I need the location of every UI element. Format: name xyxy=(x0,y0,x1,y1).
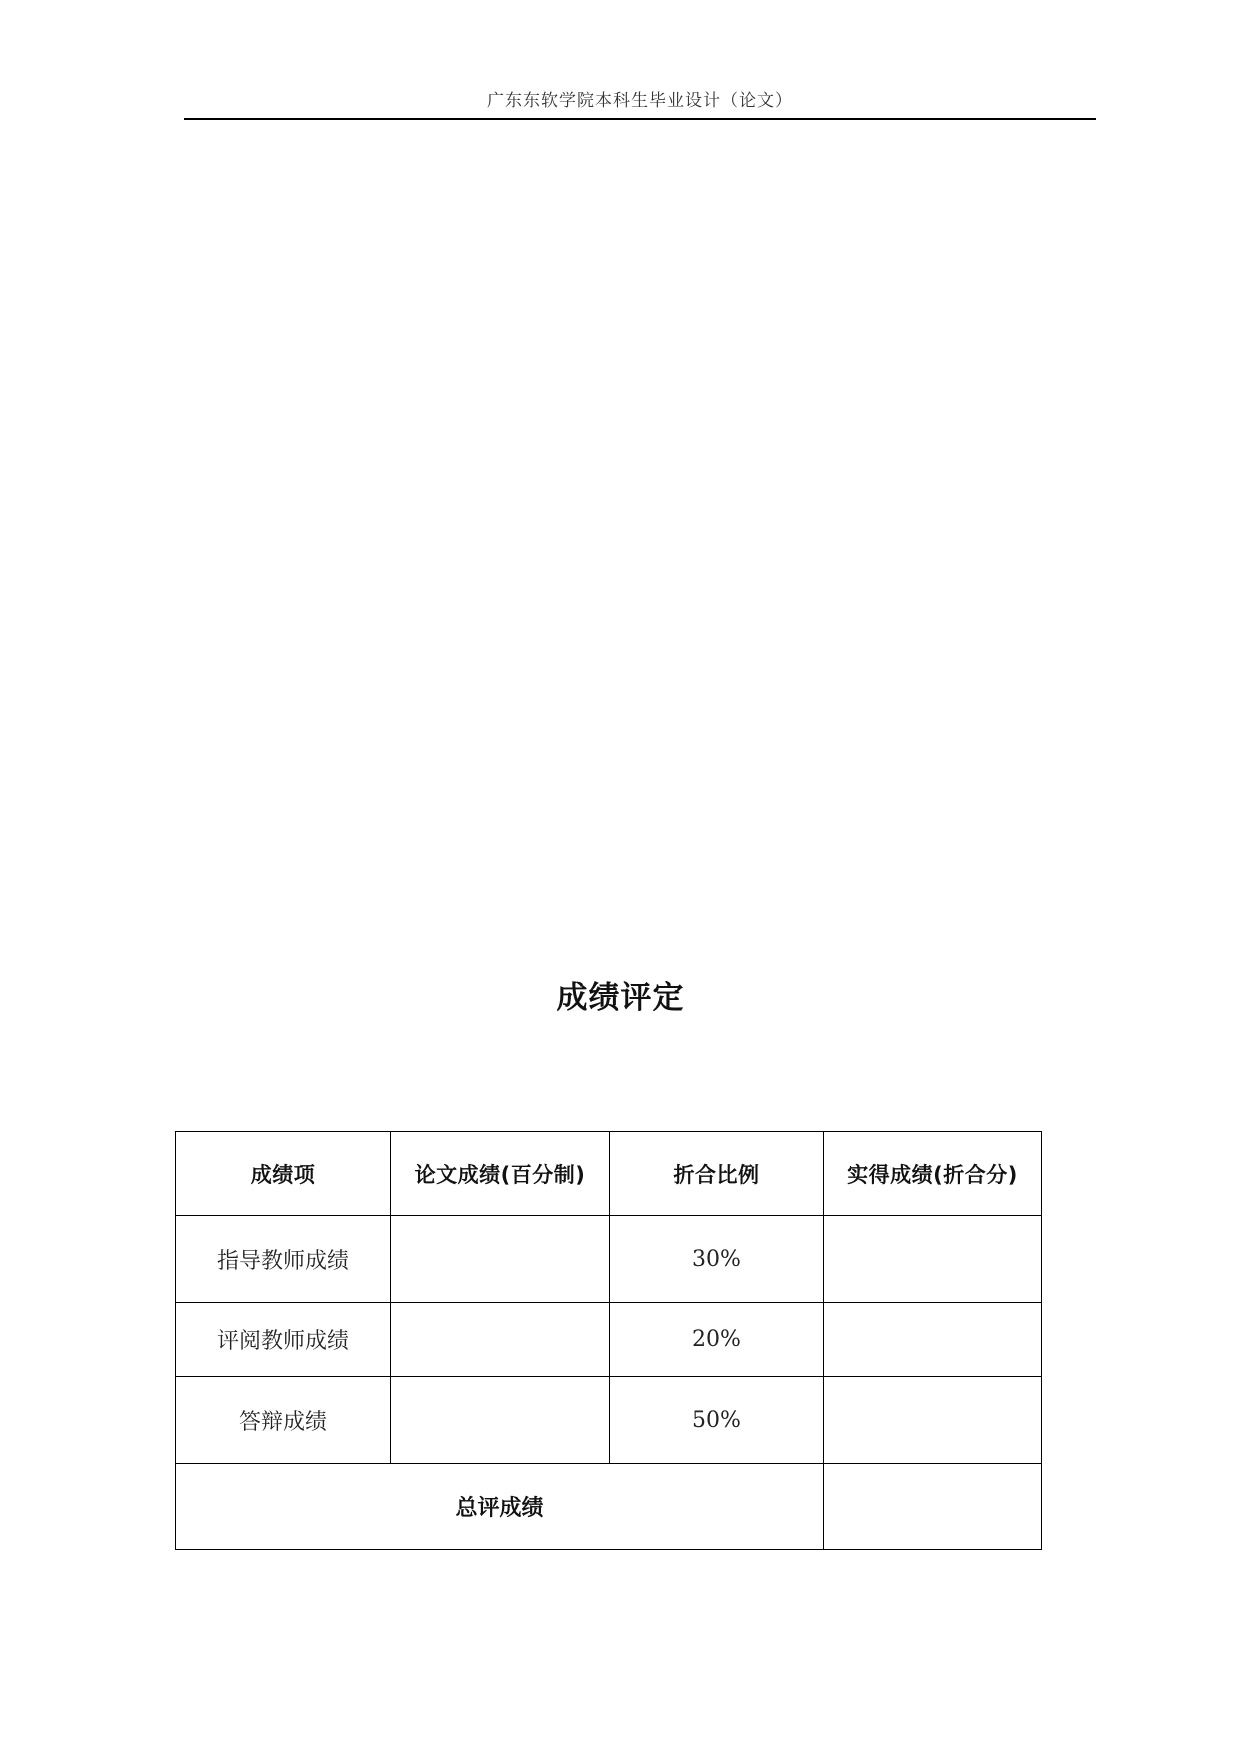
total-row xyxy=(176,1464,1042,1550)
total-label: 总评成绩 xyxy=(176,1464,824,1550)
ratio-cell: 30% xyxy=(610,1216,824,1303)
table-row xyxy=(176,1303,1042,1377)
row-item-label: 答辩成绩 xyxy=(176,1377,391,1464)
score-cell xyxy=(391,1377,610,1464)
table-header-row xyxy=(176,1132,1042,1216)
column-header-weighted: 实得成绩(折合分) xyxy=(824,1132,1042,1216)
total-score-cell xyxy=(824,1464,1042,1550)
weighted-score-cell xyxy=(824,1377,1042,1464)
running-header xyxy=(184,84,1096,120)
ratio-cell: 50% xyxy=(610,1377,824,1464)
table-row xyxy=(176,1377,1042,1464)
column-header-score: 论文成绩(百分制) xyxy=(391,1132,610,1216)
row-item-label: 指导教师成绩 xyxy=(176,1216,391,1303)
weighted-score-cell xyxy=(824,1303,1042,1377)
row-item-label: 评阅教师成绩 xyxy=(176,1303,391,1377)
running-header-title: 广东东软学院本科生毕业设计（论文） xyxy=(487,91,793,111)
ratio-cell: 20% xyxy=(610,1303,824,1377)
score-cell xyxy=(391,1303,610,1377)
weighted-score-cell xyxy=(824,1216,1042,1303)
grade-table xyxy=(175,1131,1042,1550)
section-title: 成绩评定 xyxy=(556,980,685,1016)
score-cell xyxy=(391,1216,610,1303)
column-header-ratio: 折合比例 xyxy=(610,1132,824,1216)
table-row xyxy=(176,1216,1042,1303)
column-header-item: 成绩项 xyxy=(176,1132,391,1216)
